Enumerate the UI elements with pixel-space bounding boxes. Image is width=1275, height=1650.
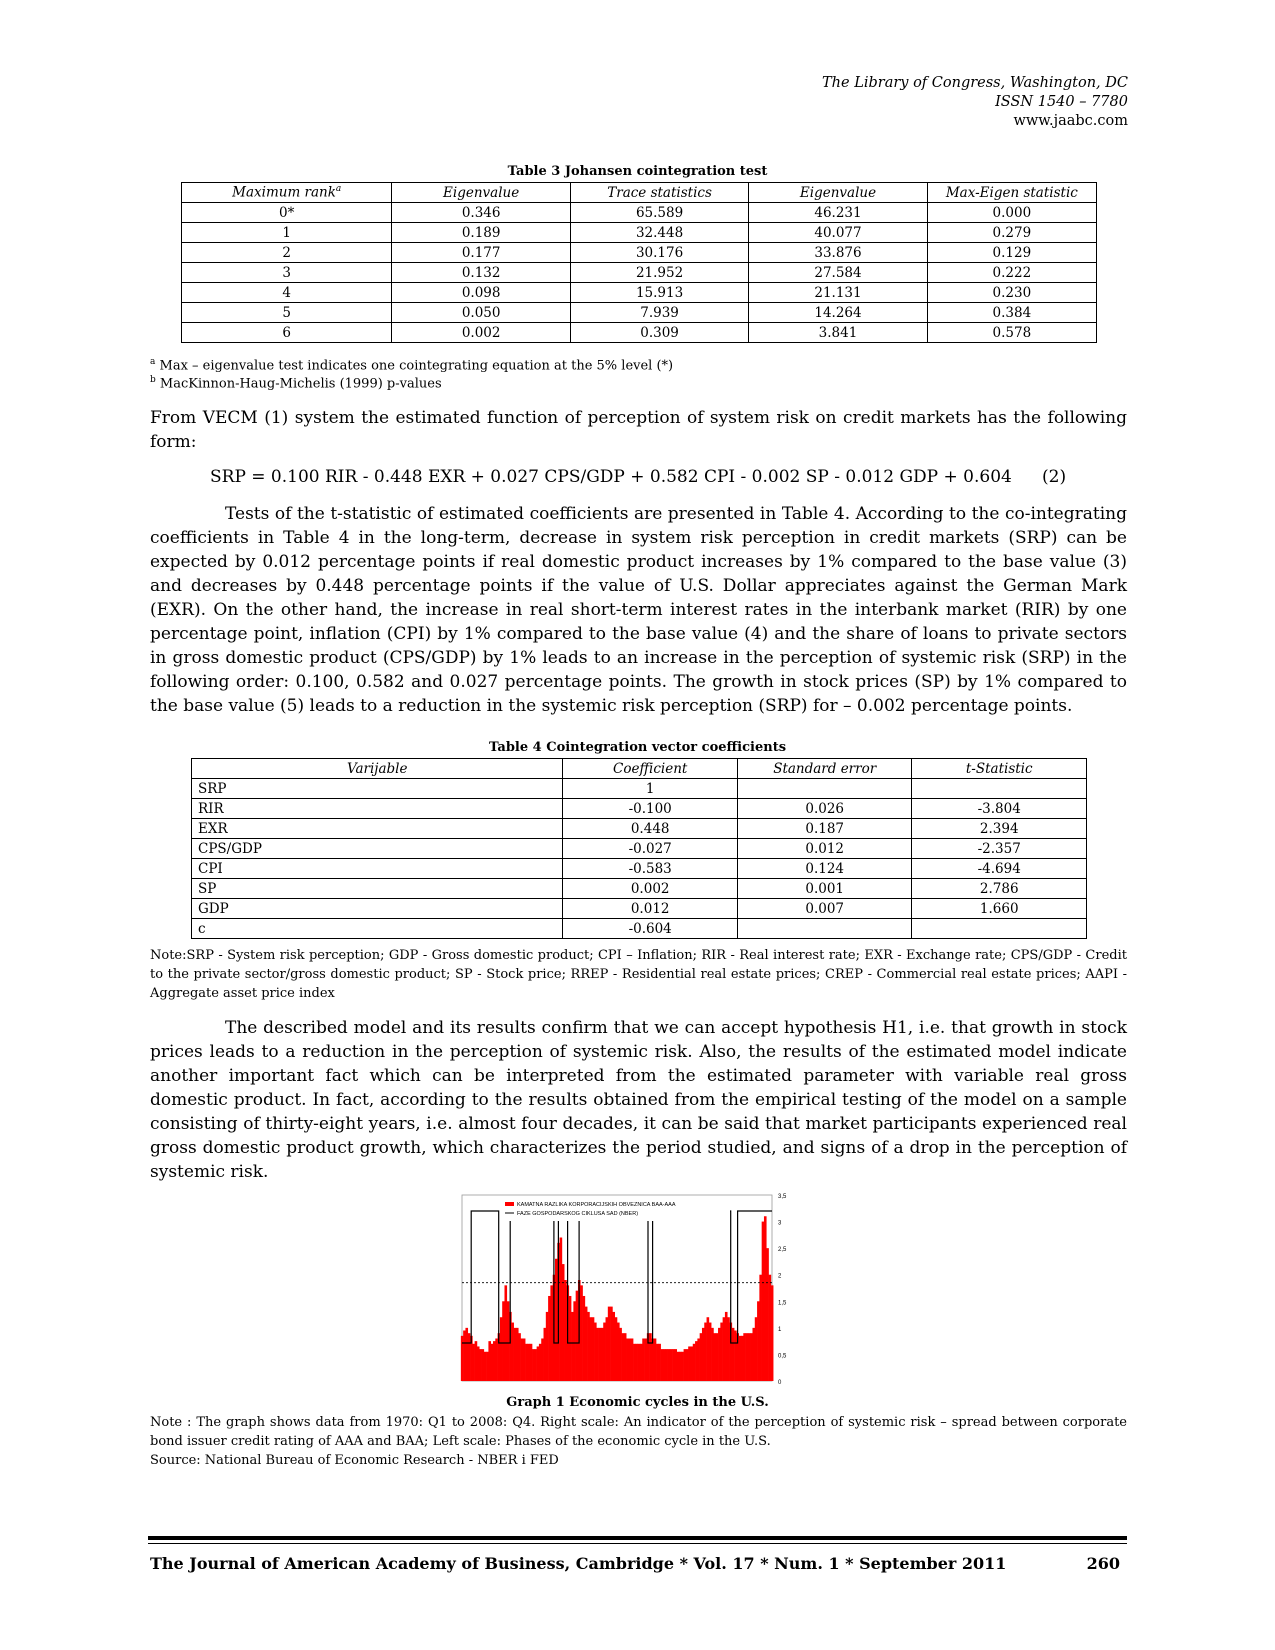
spread-bar (472, 1344, 475, 1381)
table3-cell: 0.230 (927, 283, 1096, 303)
spread-bar (525, 1344, 528, 1381)
right-axis-tick-label: 2 (778, 1273, 782, 1280)
table4-cell: 0.187 (737, 819, 912, 839)
footer-journal: The Journal of American Academy of Business, Cambridge * Vol. 17 * Num. 1 * September 2011 (150, 1554, 1007, 1573)
spread-bar (718, 1328, 721, 1381)
spread-bar (720, 1323, 723, 1381)
footnote-a-mark: a (150, 357, 156, 367)
table-row (192, 819, 1087, 839)
spread-bar (638, 1344, 641, 1381)
spread-bar (463, 1331, 466, 1381)
table-row (182, 283, 1097, 303)
table3-caption: Table 3 Johansen cointegration test (507, 164, 768, 179)
table3-footnote-b (150, 372, 442, 392)
spread-bar (608, 1307, 611, 1381)
table4-cell: 0.026 (737, 799, 912, 819)
table3-cell: 1 (182, 223, 392, 243)
spread-bar (695, 1341, 698, 1381)
spread-bar (628, 1338, 631, 1381)
spread-bar (477, 1346, 480, 1381)
table4 (191, 758, 1087, 939)
table4-cell (912, 779, 1087, 799)
table4-cell: -0.583 (563, 859, 738, 879)
spread-bar (530, 1344, 533, 1381)
spread-bar (539, 1344, 542, 1381)
table4-cell: 0.007 (737, 899, 912, 919)
spread-bar (640, 1344, 643, 1381)
table4-cell: 0.012 (737, 839, 912, 859)
table4-cell: SP (192, 879, 563, 899)
table3-cell: 0.189 (392, 223, 570, 243)
table3-cell: 14.264 (749, 303, 927, 323)
footer-rule-thin (148, 1543, 1127, 1544)
paragraph-3: The described model and its results confirm that we can accept hypothesis H1, i.e. that growth in stock prices leads to a reduction in the perception of systemic risk. Also, the results of the estimated model indicate another important fact which can be interpreted from the estimated parameter with variable real gross domestic product. In fact, according to the results obtained from the empirical testing of the model on a sample consisting of thirty-eight years, i.e. almost four decades, it can be said that market participants experienced real gross domestic product growth, which characterizes the period studied, and signs of a drop in the perception of systemic risk. (150, 1018, 1127, 1182)
table3-cell: 15.913 (570, 283, 748, 303)
table-row (192, 859, 1087, 879)
spread-bar (651, 1338, 654, 1381)
table4-header-2: Standard error (737, 759, 912, 779)
spread-bar (704, 1323, 707, 1381)
spread-bar (693, 1344, 696, 1381)
table3-cell: 5 (182, 303, 392, 323)
spread-bar (766, 1248, 769, 1381)
spread-bar (619, 1328, 622, 1381)
table3 (181, 182, 1097, 343)
spread-bar (752, 1328, 755, 1381)
table3-cell: 0.132 (392, 263, 570, 283)
table4-cell: 2.786 (912, 879, 1087, 899)
table4-cell: CPI (192, 859, 563, 879)
spread-bar (764, 1216, 767, 1381)
spread-bar (633, 1344, 636, 1381)
spread-bar (686, 1349, 689, 1381)
table-row (182, 223, 1097, 243)
table3-cell: 0.346 (392, 203, 570, 223)
spread-bar (727, 1317, 730, 1381)
table4-cell: -0.100 (563, 799, 738, 819)
spread-bar (702, 1328, 705, 1381)
table-row (192, 879, 1087, 899)
spread-bar (626, 1338, 629, 1381)
table4-cell: c (192, 919, 563, 939)
spread-bar (615, 1317, 618, 1381)
page-number: 260 (1086, 1554, 1120, 1573)
spread-bar (668, 1349, 671, 1381)
spread-bar (569, 1296, 572, 1381)
spread-bar (635, 1344, 638, 1381)
spread-bar (674, 1349, 677, 1381)
table3-cell: 32.448 (570, 223, 748, 243)
footnote-b-mark: b (150, 375, 156, 385)
table4-cell: 0.448 (563, 819, 738, 839)
table3-cell: 0.129 (927, 243, 1096, 263)
spread-bar (562, 1264, 565, 1381)
spread-bar (656, 1344, 659, 1381)
spread-bar (596, 1328, 599, 1381)
right-axis-tick-label: 3,5 (778, 1194, 787, 1200)
table3-cell: 4 (182, 283, 392, 303)
table4-note: Note:SRP - System risk perception; GDP - Gross domestic product; CPI – Inflation; RIR - Real interest rate; EXR - Exchange rate; CPS/GDP - Credit to the private sector/gross domestic product; SP - Stock price; RREP - Residential real estate prices; CREP - Commercial real estate prices; AAPI - Aggregate asset price index (150, 948, 1127, 1001)
table3-cell: 65.589 (570, 203, 748, 223)
graph-caption: Graph 1 Economic cycles in the U.S. (506, 1395, 769, 1410)
table3-cell: 0.000 (927, 203, 1096, 223)
legend-swatch-spread (505, 1202, 514, 1206)
table4-cell: 1.660 (912, 899, 1087, 919)
spread-bar (709, 1323, 712, 1381)
spread-bar (544, 1328, 547, 1381)
spread-bar (707, 1317, 710, 1381)
table4-cell: GDP (192, 899, 563, 919)
spread-bar (571, 1312, 574, 1381)
table-row (182, 243, 1097, 263)
footer-rule-thick (148, 1536, 1127, 1540)
spread-bar (601, 1328, 604, 1381)
table3-cell: 3.841 (749, 323, 927, 343)
spread-bar (716, 1333, 719, 1381)
table4-cell: -2.357 (912, 839, 1087, 859)
spread-bar (725, 1312, 728, 1381)
graph-note: Note : The graph shows data from 1970: Q1 to 2008: Q4. Right scale: An indicator of the perception of systemic risk – spread between corporate bond issuer credit rating of AAA and BAA; Left scale: Phases of the economic cycle in the U.S. (150, 1415, 1127, 1449)
spread-bar (688, 1346, 691, 1381)
spread-bar (732, 1328, 735, 1381)
table3-cell: 27.584 (749, 263, 927, 283)
spread-bar (672, 1349, 675, 1381)
spread-bar (527, 1344, 530, 1381)
table3-cell: 0.177 (392, 243, 570, 263)
table3-cell: 0.222 (927, 263, 1096, 283)
graph-source: Source: National Bureau of Economic Research - NBER i FED (150, 1453, 559, 1468)
spread-bar (488, 1341, 491, 1381)
table-row (182, 303, 1097, 323)
spread-bar (484, 1352, 487, 1381)
spread-bar (592, 1317, 595, 1381)
table4-cell: EXR (192, 819, 563, 839)
spread-bar (521, 1338, 524, 1381)
spread-bar (564, 1280, 567, 1381)
spread-bar (576, 1291, 579, 1381)
table-row (192, 779, 1087, 799)
table4-cell: 2.394 (912, 819, 1087, 839)
spread-bar (610, 1307, 613, 1381)
spread-bar (580, 1285, 583, 1381)
right-axis-tick-label: 3 (778, 1220, 782, 1227)
spread-bar (491, 1344, 494, 1381)
table3-cell: 0.384 (927, 303, 1096, 323)
right-axis-tick-label: 1 (778, 1326, 782, 1333)
spread-bar (516, 1328, 519, 1381)
table-row (192, 899, 1087, 919)
table3-cell: 0.050 (392, 303, 570, 323)
table3-cell: 2 (182, 243, 392, 263)
spread-bar (700, 1333, 703, 1381)
table4-cell: RIR (192, 799, 563, 819)
spread-bar (555, 1259, 558, 1381)
spread-bar (550, 1285, 553, 1381)
table4-cell: -0.604 (563, 919, 738, 939)
table4-cell (912, 919, 1087, 939)
spread-bar (622, 1333, 625, 1381)
table3-cell: 0.002 (392, 323, 570, 343)
spread-bar (585, 1307, 588, 1381)
spread-bar (599, 1328, 602, 1381)
spread-bar (612, 1312, 615, 1381)
spread-bar (560, 1238, 563, 1381)
table4-cell: -0.027 (563, 839, 738, 859)
spread-bar (495, 1338, 498, 1381)
footnote-a-text: Max – eigenvalue test indicates one cointegrating equation at the 5% level (*) (159, 358, 674, 374)
table3-cell: 3 (182, 263, 392, 283)
spread-bar (757, 1301, 760, 1381)
table3-cell: 21.131 (749, 283, 927, 303)
table3-header-0: Maximum rank$^a$ (182, 183, 392, 203)
spread-bar (532, 1349, 535, 1381)
legend-label-cycle: FAZE GOSPODARSKOG CIKLUSA SAD (NBER) (517, 1211, 639, 1217)
header-line-2: ISSN 1540 – 7780 (995, 94, 1128, 110)
table3-header-1: Eigenvalue (392, 183, 570, 203)
spread-bar (665, 1349, 668, 1381)
table3-cell: 21.952 (570, 263, 748, 283)
spread-bar (746, 1333, 749, 1381)
spread-bar (507, 1301, 510, 1381)
table3-header-sup: a (335, 184, 342, 195)
spread-bar (679, 1352, 682, 1381)
table4-cell: CPS/GDP (192, 839, 563, 859)
economic-cycles-chart (460, 1193, 815, 1385)
running-header (822, 74, 1128, 131)
spread-bar (589, 1317, 592, 1381)
spread-bar (511, 1323, 514, 1381)
spread-bar (479, 1349, 482, 1381)
spread-bar (475, 1341, 478, 1381)
spread-bar (645, 1338, 648, 1381)
spread-bar (493, 1341, 496, 1381)
spread-bar (617, 1323, 620, 1381)
table3-header-2: Trace statistics (570, 183, 748, 203)
table3-cell: 0.578 (927, 323, 1096, 343)
spread-bar (748, 1333, 751, 1381)
table4-header-0: Varijable (192, 759, 563, 779)
spread-bar (759, 1275, 762, 1381)
table3-cell: 33.876 (749, 243, 927, 263)
table3-cell: 46.231 (749, 203, 927, 223)
spread-bar (606, 1317, 609, 1381)
equation-number: (2) (1042, 467, 1067, 487)
spread-bar (583, 1296, 586, 1381)
spread-bar (681, 1352, 684, 1381)
spread-bar (654, 1338, 657, 1381)
right-axis-tick-label: 0 (778, 1380, 782, 1385)
spread-bar (504, 1285, 507, 1381)
table3-header-3: Eigenvalue (749, 183, 927, 203)
spread-bar (649, 1333, 652, 1381)
spread-bar (534, 1349, 537, 1381)
spread-bar (739, 1336, 742, 1381)
spread-bar (771, 1285, 774, 1381)
table4-cell (737, 779, 912, 799)
spread-bar (518, 1333, 521, 1381)
table-row (182, 203, 1097, 223)
spread-bar (755, 1317, 758, 1381)
spread-bar (523, 1338, 526, 1381)
equation: SRP = 0.100 RIR - 0.448 EXR + 0.027 CPS/GDP + 0.582 CPI - 0.002 SP - 0.012 GDP + 0.604 (210, 467, 1012, 487)
table3-cell: 0.309 (570, 323, 748, 343)
table4-cell: SRP (192, 779, 563, 799)
legend-label-spread: KAMATNA RAZLIKA KORPORACIJSKIH OBVEZNICA BAA-AAA (517, 1202, 676, 1208)
spread-bar (711, 1328, 714, 1381)
table4-cell: 0.002 (563, 879, 738, 899)
spread-bar (548, 1296, 551, 1381)
spread-bar (631, 1338, 634, 1381)
table3-cell: 6 (182, 323, 392, 343)
spread-bar (677, 1352, 680, 1381)
table3-cell: 40.077 (749, 223, 927, 243)
table4-cell: 0.124 (737, 859, 912, 879)
spread-bar (684, 1349, 687, 1381)
spread-bar (734, 1331, 737, 1381)
table4-header-1: Coefficient (563, 759, 738, 779)
spread-bar (514, 1328, 517, 1381)
right-axis-tick-label: 2,5 (778, 1247, 787, 1254)
spread-bar (769, 1275, 772, 1381)
spread-bar (541, 1338, 544, 1381)
table3-cell: 0* (182, 203, 392, 223)
spread-bar (670, 1349, 673, 1381)
spread-bar (690, 1346, 693, 1381)
spread-bar (663, 1349, 666, 1381)
spread-bar (642, 1338, 645, 1381)
right-axis-tick-label: 1,5 (778, 1300, 787, 1307)
spread-bar (713, 1333, 716, 1381)
spread-bar (762, 1222, 765, 1381)
table4-cell: 0.001 (737, 879, 912, 899)
spread-bar (537, 1346, 540, 1381)
spread-bar (723, 1317, 726, 1381)
table-row (192, 799, 1087, 819)
table-row (182, 263, 1097, 283)
table4-cell: 1 (563, 779, 738, 799)
table3-header-4: Max-Eigen statistic (927, 183, 1096, 203)
table3-cell: 0.279 (927, 223, 1096, 243)
spread-bar (468, 1333, 471, 1381)
table3-cell: 7.939 (570, 303, 748, 323)
spread-bar (661, 1349, 664, 1381)
table4-cell (737, 919, 912, 939)
spread-bar (743, 1333, 746, 1381)
table3-cell: 0.098 (392, 283, 570, 303)
spread-bar (500, 1317, 503, 1381)
paragraph-2: Tests of the t-statistic of estimated coefficients are presented in Table 4. According to the co-integrating coefficients in Table 4 in the long-term, decrease in system risk perception in credit markets (SRP) can be expected by 0.012 percentage points if real domestic product increases by 1% compared to the base value (3) and decreases by 0.448 percentage points if the value of U.S. Dollar appreciates against the German Mark (EXR). On the other hand, the increase in real short-term interest rates in the interbank market (RIR) by one percentage point, inflation (CPI) by 1% compared to the base value (4) and the share of loans to private sectors in gross domestic product (CPS/GDP) by 1% leads to an increase in the perception of systemic risk (SRP) in the following order: 0.100, 0.582 and 0.027 percentage points. The growth in stock prices (SP) by 1% compared to the base value (5) leads to a reduction in the systemic risk perception (SRP) for – 0.002 percentage points. (150, 504, 1127, 716)
spread-bar (486, 1352, 489, 1381)
table4-header-3: t-Statistic (912, 759, 1087, 779)
spread-bar (587, 1312, 590, 1381)
header-line-3: www.jaabc.com (1013, 113, 1128, 129)
table3-cell: 30.176 (570, 243, 748, 263)
spread-bar (658, 1344, 661, 1381)
spread-bar (546, 1312, 549, 1381)
footnote-b-text: MacKinnon-Haug-Michelis (1999) p-values (159, 376, 442, 392)
spread-bar (624, 1333, 627, 1381)
spread-bar (573, 1301, 576, 1381)
table4-caption: Table 4 Cointegration vector coefficients (488, 740, 787, 755)
spread-bar (750, 1333, 753, 1381)
spread-bar (465, 1328, 468, 1381)
spread-bar (603, 1323, 606, 1381)
table-row (192, 919, 1087, 939)
paragraph-1: From VECM (1) system the estimated function of perception of system risk on credit markets has the following form: (150, 408, 1127, 452)
table-row (192, 839, 1087, 859)
spread-bar (502, 1301, 505, 1381)
right-axis-tick-label: 0,5 (778, 1353, 787, 1360)
spread-bar (697, 1338, 700, 1381)
spread-bar (594, 1323, 597, 1381)
spread-bar (482, 1349, 485, 1381)
table4-cell: -3.804 (912, 799, 1087, 819)
table-row (182, 323, 1097, 343)
table4-cell: -4.694 (912, 859, 1087, 879)
header-line-1: The Library of Congress, Washington, DC (822, 75, 1128, 91)
spread-bar (741, 1336, 744, 1381)
table4-cell: 0.012 (563, 899, 738, 919)
